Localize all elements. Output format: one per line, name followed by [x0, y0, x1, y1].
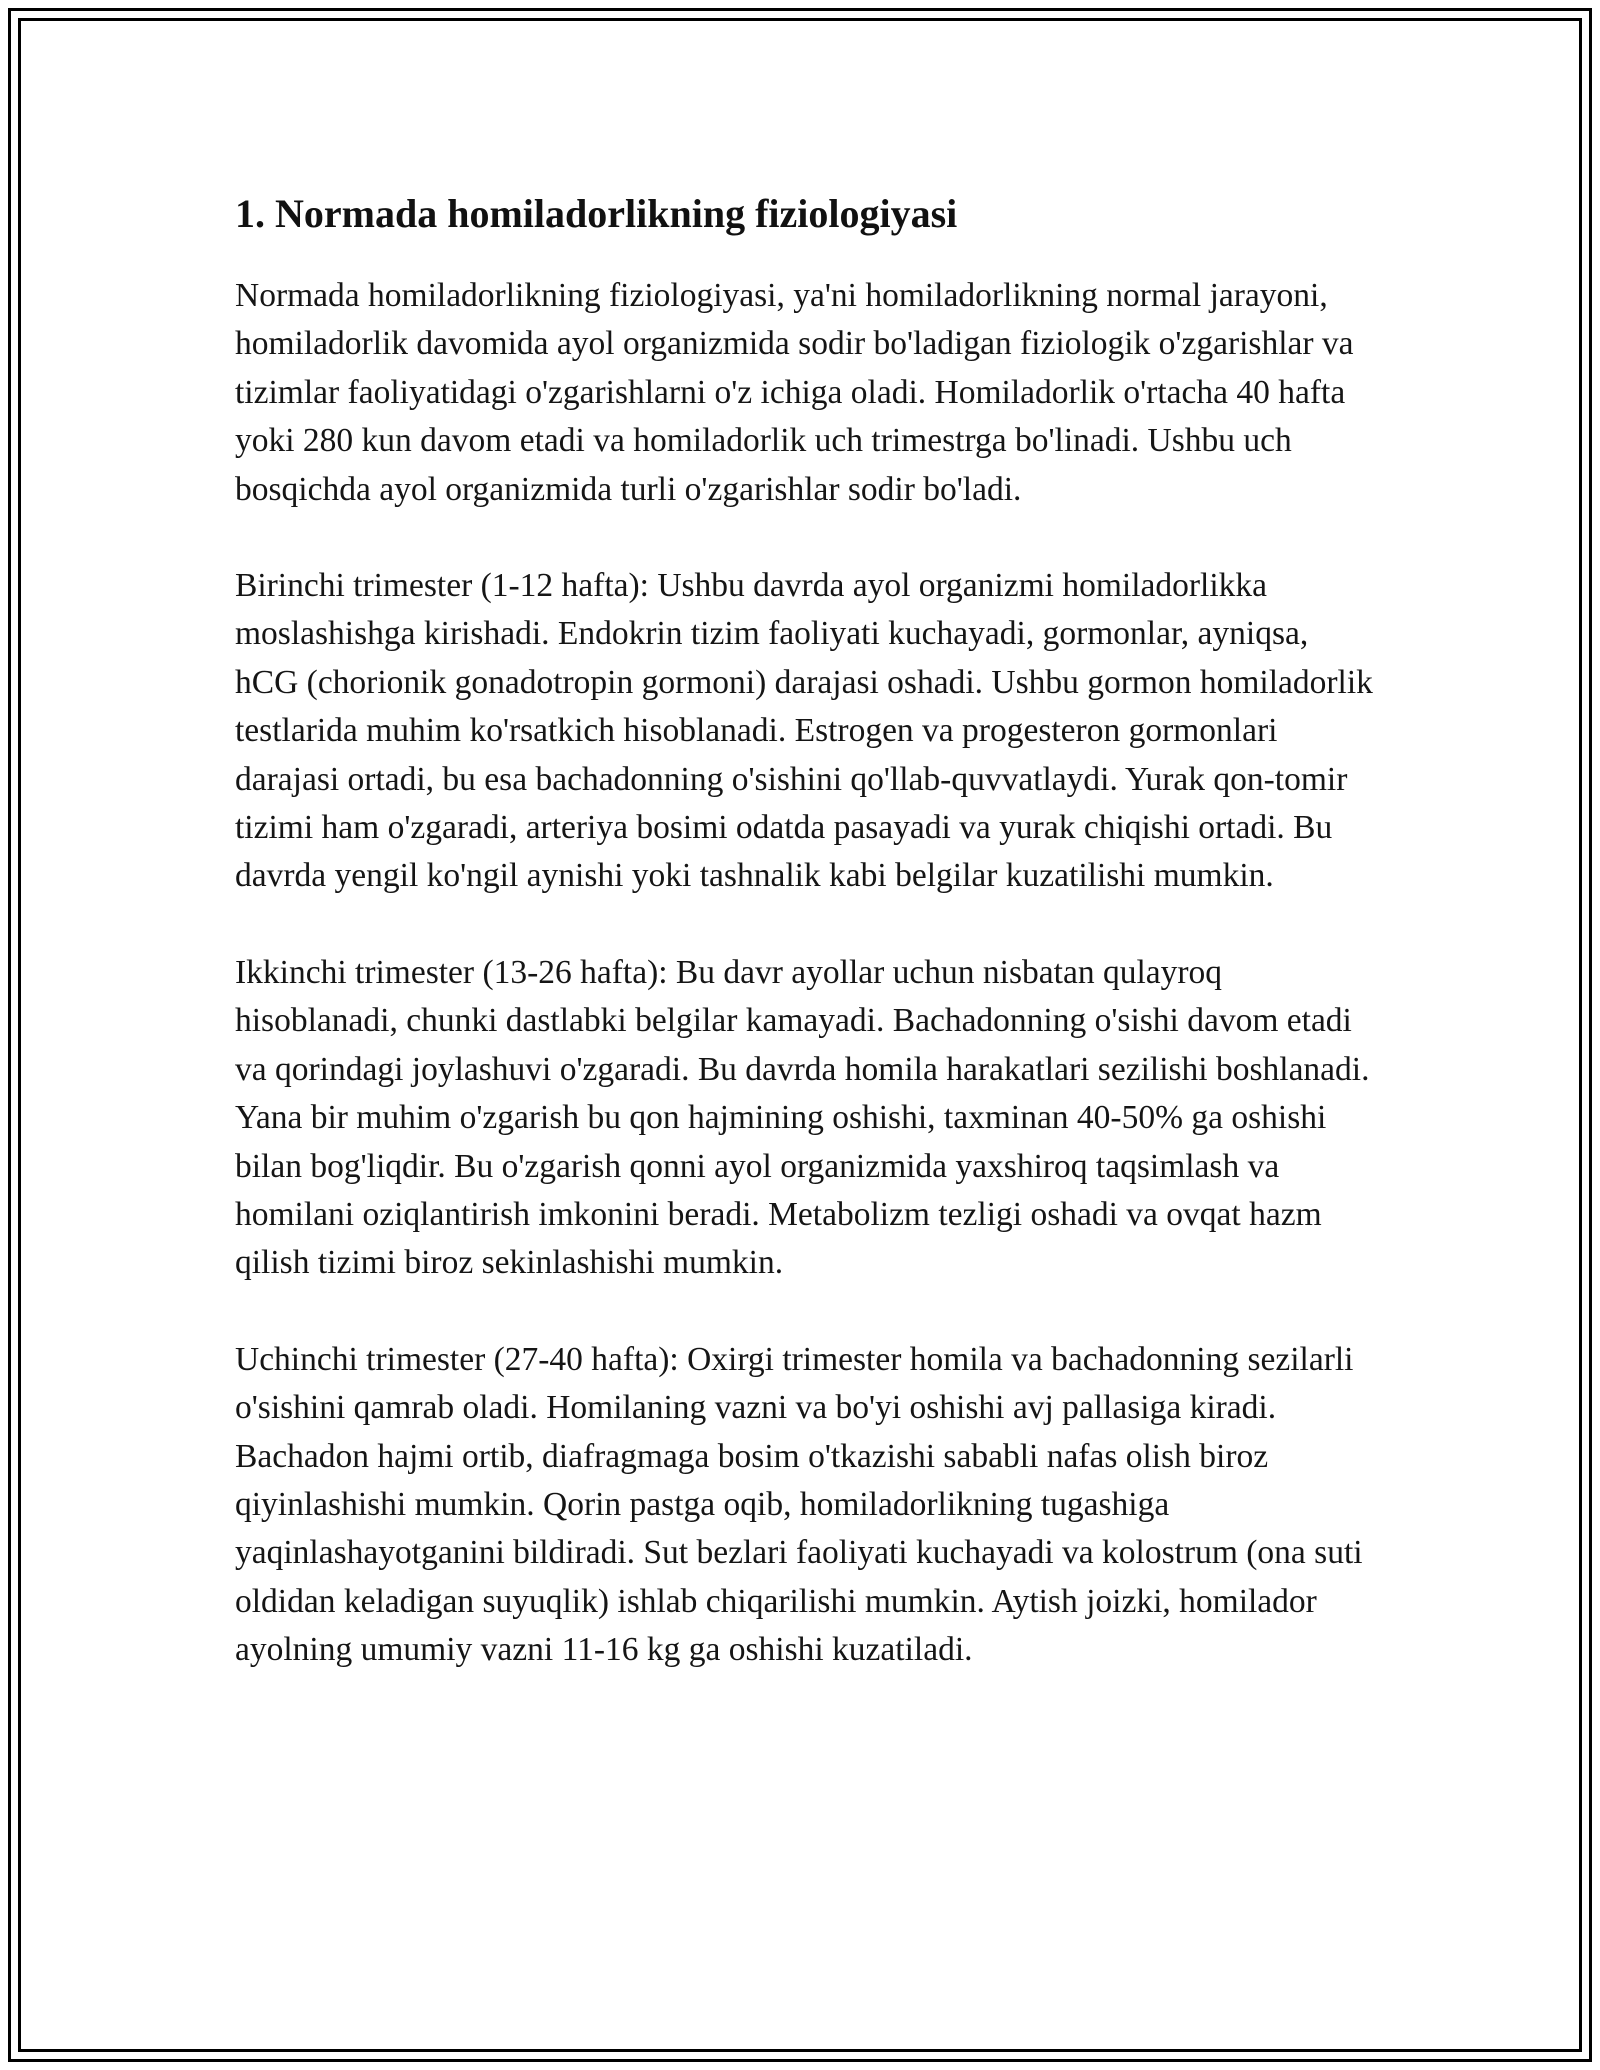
paragraph-third-trimester: Uchinchi trimester (27-40 hafta): Oxirgi trimester homila va bachadonning sezilarli o'sishini qamrab oladi. Homilaning vazni va bo'yi oshishi avj pallasiga kiradi. Bachadon hajmi ortib, diafragmaga bosim o'tkazishi sababli nafas olish biroz qiyinlashishi mumkin. Qorin pastga oqib, homiladorlikning tugashiga yaqinlashayotganini bildiradi. Sut bezlari faoliyati kuchayadi va kolostrum (ona suti oldidan keladigan suyuqlik) ishlab chiqarilishi mumkin. Aytish joizki, homilador ayolning umumiy vazni 11-16 kg ga oshishi kuzatiladi. [235, 1340, 1363, 1669]
paragraph-intro: Normada homiladorlikning fiziologiyasi, ya'ni homiladorlikning normal jarayoni, homiladorlik davomida ayol organizmida sodir bo'ladigan fiziologik o'zgarishlar va tizimlar faoliyatidagi o'zgarishlarni o'z ichiga oladi. Homiladorlik o'rtacha 40 hafta yoki 280 kun davom etadi va homiladorlik uch trimestrga bo'linadi. Ushbu uch bosqichda ayol organizmida turli o'zgarishlar sodir bo'ladi. [235, 277, 1354, 508]
section-title: 1. Normada homiladorlikning fiziologiyasi [235, 191, 958, 236]
paragraph-second-trimester: Ikkinchi trimester (13-26 hafta): Bu davr ayollar uchun nisbatan qulayroq hisoblanadi, chunki dastlabki belgilar kamayadi. Bachadonning o'sishi davom etadi va qorindagi joylashuvi o'zgaradi. Bu davrda homila harakatlari sezilishi boshlanadi. Yana bir muhim o'zgarish bu qon hajmining oshishi, taxminan 40-50% ga oshishi bilan bog'liqdir. Bu o'zgarish qonni ayol organizmida yaxshiroq taqsimlash va homilani oziqlantirish imkonini beradi. Metabolizm tezligi oshadi va ovqat hazm qilish tizimi biroz sekinlashishi mumkin. [235, 953, 1370, 1282]
paragraph-first-trimester: Birinchi trimester (1-12 hafta): Ushbu davrda ayol organizmi homiladorlikka moslashishga kirishadi. Endokrin tizim faoliyati kuchayadi, gormonlar, ayniqsa, hCG (chorionik gonadotropin gormoni) darajasi oshadi. Ushbu gormon homiladorlik testlarida muhim ko'rsatkich hisoblanadi. Estrogen va progesteron gormonlari darajasi ortadi, bu esa bachadonning o'sishini qo'llab-quvvatlaydi. Yurak qon-tomir tizimi ham o'zgaradi, arteriya bosimi odatda pasayadi va yurak chiqishi ortadi. Bu davrda yengil ko'ngil aynishi yoki tashnalik kabi belgilar kuzatilishi mumkin. [235, 567, 1373, 895]
document-body [235, 186, 1375, 1723]
